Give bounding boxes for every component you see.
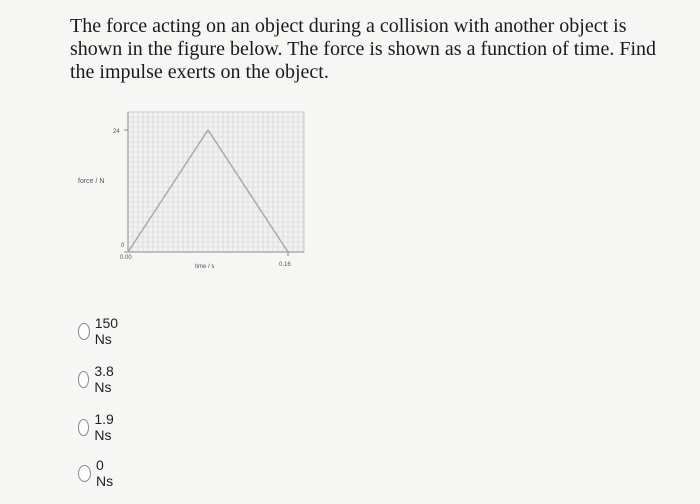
plot-area	[128, 112, 304, 252]
radio-button[interactable]	[78, 419, 89, 436]
x-axis-label: time / s	[195, 264, 215, 270]
option-label: 1.9 Ns	[94, 411, 114, 443]
radio-button[interactable]	[78, 465, 91, 482]
option-0-ns[interactable]	[78, 457, 117, 489]
force-series-line	[128, 130, 288, 252]
question-text: The force acting on an object during a collision with another object is shown in the figure below. The force is shown as a function of time. Find the impulse exerts on the object.	[70, 15, 656, 83]
x-tick-label-start: 0.00	[120, 255, 132, 261]
y-axis-label: force / N	[78, 178, 105, 185]
option-label: 0 Ns	[96, 457, 114, 489]
option-label: 150 Ns	[94, 315, 119, 347]
radio-button[interactable]	[78, 371, 89, 388]
radio-button[interactable]	[78, 323, 90, 340]
y-tick-label-top: 24	[113, 129, 120, 135]
option-3-8-ns[interactable]	[78, 363, 119, 395]
x-tick-label-end: 0.16	[279, 262, 291, 268]
option-150-ns[interactable]	[78, 315, 123, 347]
y-tick-label-zero: 0	[121, 243, 125, 249]
option-1-9-ns[interactable]	[78, 411, 119, 443]
option-label: 3.8 Ns	[94, 363, 114, 395]
